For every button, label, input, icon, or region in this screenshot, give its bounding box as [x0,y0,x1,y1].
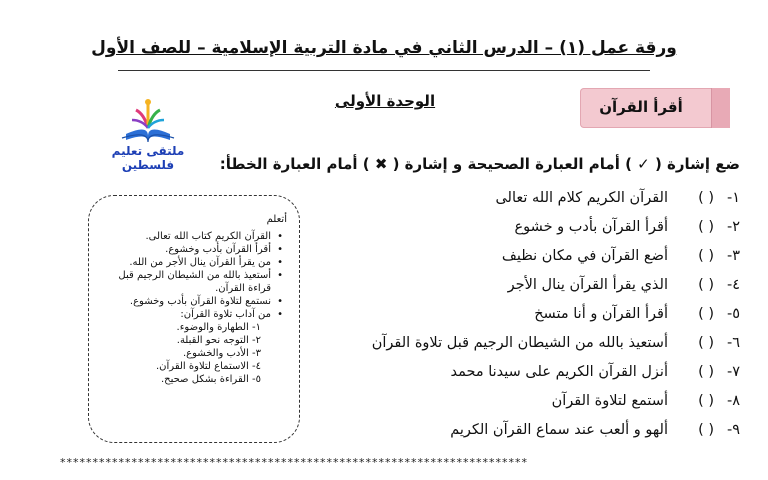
logo-text: ملتقى تعليم فلسطين [111,144,185,172]
statement-text: القرآن الكريم كلام الله تعالى [495,190,668,206]
statement-text: أستمع لتلاوة القرآن [551,393,668,409]
learn-item: • أستعيذ بالله من الشيطان الرجيم قبل قراءة القرآن. [97,269,283,295]
answer-blank[interactable]: ( ) [698,393,714,409]
statement-item [400,416,740,445]
statement-number: ٨- [726,393,740,409]
manner-item: ٢- التوجه نحو القبلة. [176,335,261,346]
statement-text: أستعيذ بالله من الشيطان الرجيم قبل تلاوة القرآن [371,335,668,351]
answer-blank[interactable]: ( ) [698,335,714,351]
star-divider: ************************************************************************ [60,456,528,469]
statement-number: ٦- [726,335,740,351]
worksheet-title: ورقة عمل (١) – الدرس الثاني في مادة التربية الإسلامية – للصف الأول [91,38,677,58]
lesson-tag-fold [711,88,730,128]
statement-number: ٢- [726,219,740,235]
learn-box-title: أتعلم [266,214,287,225]
statement-number: ٤- [726,277,740,293]
manner-item: ٤- الاستماع لتلاوة القرآن. [156,361,261,372]
answer-blank[interactable]: ( ) [698,364,714,380]
statement-number: ٩- [726,422,740,438]
statement-item [371,329,740,358]
answer-blank[interactable]: ( ) [698,422,714,438]
learn-item: • من آداب تلاوة القرآن: [97,308,283,321]
book-logo-icon [88,94,208,144]
site-logo [88,94,208,172]
title-rule [118,70,650,71]
manner-item: ٣- الأدب والخشوع. [182,348,261,359]
answer-blank[interactable]: ( ) [698,306,714,322]
statement-item [400,213,740,242]
lesson-tag-label: أقرأ القرآن [599,98,683,116]
learn-item: • نستمع لتلاوة القرآن بأدب وخشوع. [97,295,283,308]
answer-blank[interactable]: ( ) [698,277,714,293]
lesson-tag [580,88,730,128]
unit-heading: الوحدة الأولى [334,92,436,110]
statement-item [400,358,740,387]
statement-item [400,300,740,329]
learn-item: • القرآن الكريم كتاب الله تعالى. [97,230,283,243]
statement-number: ٧- [726,364,740,380]
manner-item: ١- الطهارة والوضوء. [176,322,261,333]
answer-blank[interactable]: ( ) [698,190,714,206]
learn-item: • من يقرأ القرآن ينال الأجر من الله. [97,256,283,269]
statement-text: أنزل القرآن الكريم على سيدنا محمد [450,364,668,380]
statement-item [400,184,740,213]
answer-blank[interactable]: ( ) [698,219,714,235]
statement-number: ٣- [726,248,740,264]
statement-number: ١- [726,190,740,206]
instruction: ضع إشارة ( ✓ ) أمام العبارة الصحيحة و إشارة ( ✖ ) أمام العبارة الخطأ: [219,155,740,173]
learn-box [88,195,300,443]
learn-list [97,230,283,386]
statement-list [371,184,740,445]
manner-item: ٥- القراءة بشكل صحيح. [160,374,261,385]
learn-item: • أقرأ القرآن بأدب وخشوع. [97,243,283,256]
statement-number: ٥- [726,306,740,322]
statement-text: أضع القرآن في مكان نظيف [501,248,668,264]
statement-item [400,271,740,300]
statement-item [400,387,740,416]
statement-text: أقرأ القرآن و أنا متسخ [534,306,668,322]
statement-item [400,242,740,271]
answer-blank[interactable]: ( ) [698,248,714,264]
statement-text: أقرأ القرآن بأدب و خشوع [514,219,668,235]
statement-text: ألهو و ألعب عند سماع القرآن الكريم [450,422,668,438]
statement-text: الذي يقرأ القرآن ينال الأجر [507,277,668,293]
